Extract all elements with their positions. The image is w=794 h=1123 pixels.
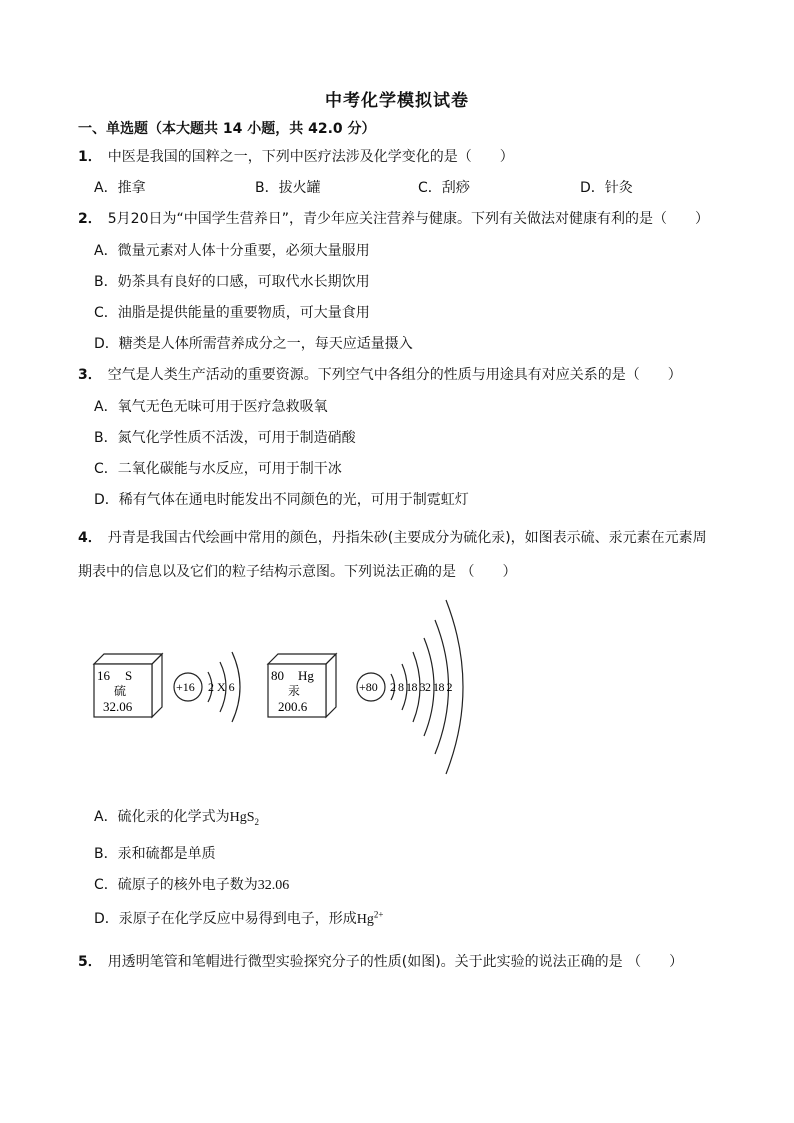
sulfur-name: 硫 xyxy=(114,684,127,698)
question-1 xyxy=(78,146,514,166)
question-5 xyxy=(78,951,683,971)
question-number: 3． xyxy=(78,367,102,383)
chemical-formula: HgS xyxy=(229,810,255,825)
ion-formula: Hg xyxy=(356,912,374,927)
electron-value: 32.06 xyxy=(257,878,290,893)
option-b: B．氮气化学性质不活泼，可用于制造硝酸 xyxy=(94,430,356,446)
option-a: A．推拿 xyxy=(94,180,146,196)
question-number: 4． xyxy=(78,530,102,546)
option-c: C．油脂是提供能量的重要物质，可大量食用 xyxy=(94,305,370,321)
mercury-number: 80 xyxy=(271,668,284,683)
option-text: A．硫化汞的化学式为 xyxy=(94,809,230,825)
option-b: B．拔火罐 xyxy=(255,180,321,196)
mercury-symbol: Hg xyxy=(298,668,314,683)
question-number: 1． xyxy=(78,149,102,165)
question-text: 中医是我国的国粹之一，下列中医疗法涉及化学变化的是（ ） xyxy=(107,149,514,165)
option-c: C．二氧化碳能与水反应，可用于制干冰 xyxy=(94,461,342,477)
option-d: D．稀有气体在通电时能发出不同颜色的光，可用于制霓虹灯 xyxy=(94,492,469,508)
option-d: D．针灸 xyxy=(580,180,633,196)
sulfur-atom-diagram xyxy=(174,652,240,722)
option-c: C．刮痧 xyxy=(418,180,470,196)
mercury-atom-diagram xyxy=(357,600,463,774)
mercury-name: 汞 xyxy=(288,684,301,698)
option-d: D．糖类是人体所需营养成分之一，每天应适量摄入 xyxy=(94,336,413,352)
sulfur-element-box xyxy=(94,654,162,717)
question-number: 5． xyxy=(78,954,102,970)
question-3 xyxy=(78,364,682,384)
question-4 xyxy=(78,527,707,547)
question-2 xyxy=(78,208,709,228)
sulfur-number: 16 xyxy=(97,668,110,683)
option-text: D．汞原子在化学反应中易得到电子，形成 xyxy=(94,911,357,927)
sulfur-symbol: S xyxy=(125,668,133,683)
option-text: C．硫原子的核外电子数为 xyxy=(94,877,258,893)
question-number: 2． xyxy=(78,211,102,227)
option-a: A．微量元素对人体十分重要，必须大量服用 xyxy=(94,243,370,259)
element-structure-figure xyxy=(80,590,500,790)
sulfur-mass: 32.06 xyxy=(103,699,133,714)
question-text-line-1: 丹青是我国古代绘画中常用的颜色，丹指朱砂(主要成分为硫化汞)，如图表示硫、汞元素在元素周 xyxy=(107,530,707,546)
ion-charge: 2+ xyxy=(373,909,384,920)
question-text: 空气是人类生产活动的重要资源。下列空气中各组分的性质与用途具有对应关系的是（ ） xyxy=(107,367,682,383)
option-d xyxy=(94,908,383,928)
sulfur-nucleus: +16 xyxy=(176,680,195,694)
question-text: 5月20日为“中国学生营养日”，青少年应关注营养与健康。下列有关做法对健康有利的是（ ） xyxy=(107,211,709,227)
option-a xyxy=(94,806,259,827)
mercury-shells: 2 8 18 32 18 2 xyxy=(390,680,452,694)
question-text: 用透明笔管和笔帽进行微型实验探究分子的性质(如图)。关于此实验的说法正确的是 （ ） xyxy=(107,954,684,970)
formula-subscript: 2 xyxy=(254,816,259,827)
mercury-nucleus: +80 xyxy=(359,680,378,694)
section-heading: 一、单选题（本大题共 14 小题，共 42.0 分） xyxy=(78,121,376,137)
mercury-mass: 200.6 xyxy=(278,699,308,714)
question-4-continued: 期表中的信息以及它们的粒子结构示意图。下列说法正确的是 （ ） xyxy=(78,564,517,580)
sulfur-shells: 2 X 6 xyxy=(208,680,235,694)
page-title: 中考化学模拟试卷 xyxy=(325,91,469,111)
option-a: A．氧气无色无味可用于医疗急救吸氧 xyxy=(94,399,328,415)
option-b: B．奶茶具有良好的口感，可取代水长期饮用 xyxy=(94,274,370,290)
option-b: B．汞和硫都是单质 xyxy=(94,846,216,862)
mercury-element-box xyxy=(268,654,336,717)
option-c xyxy=(94,874,289,894)
